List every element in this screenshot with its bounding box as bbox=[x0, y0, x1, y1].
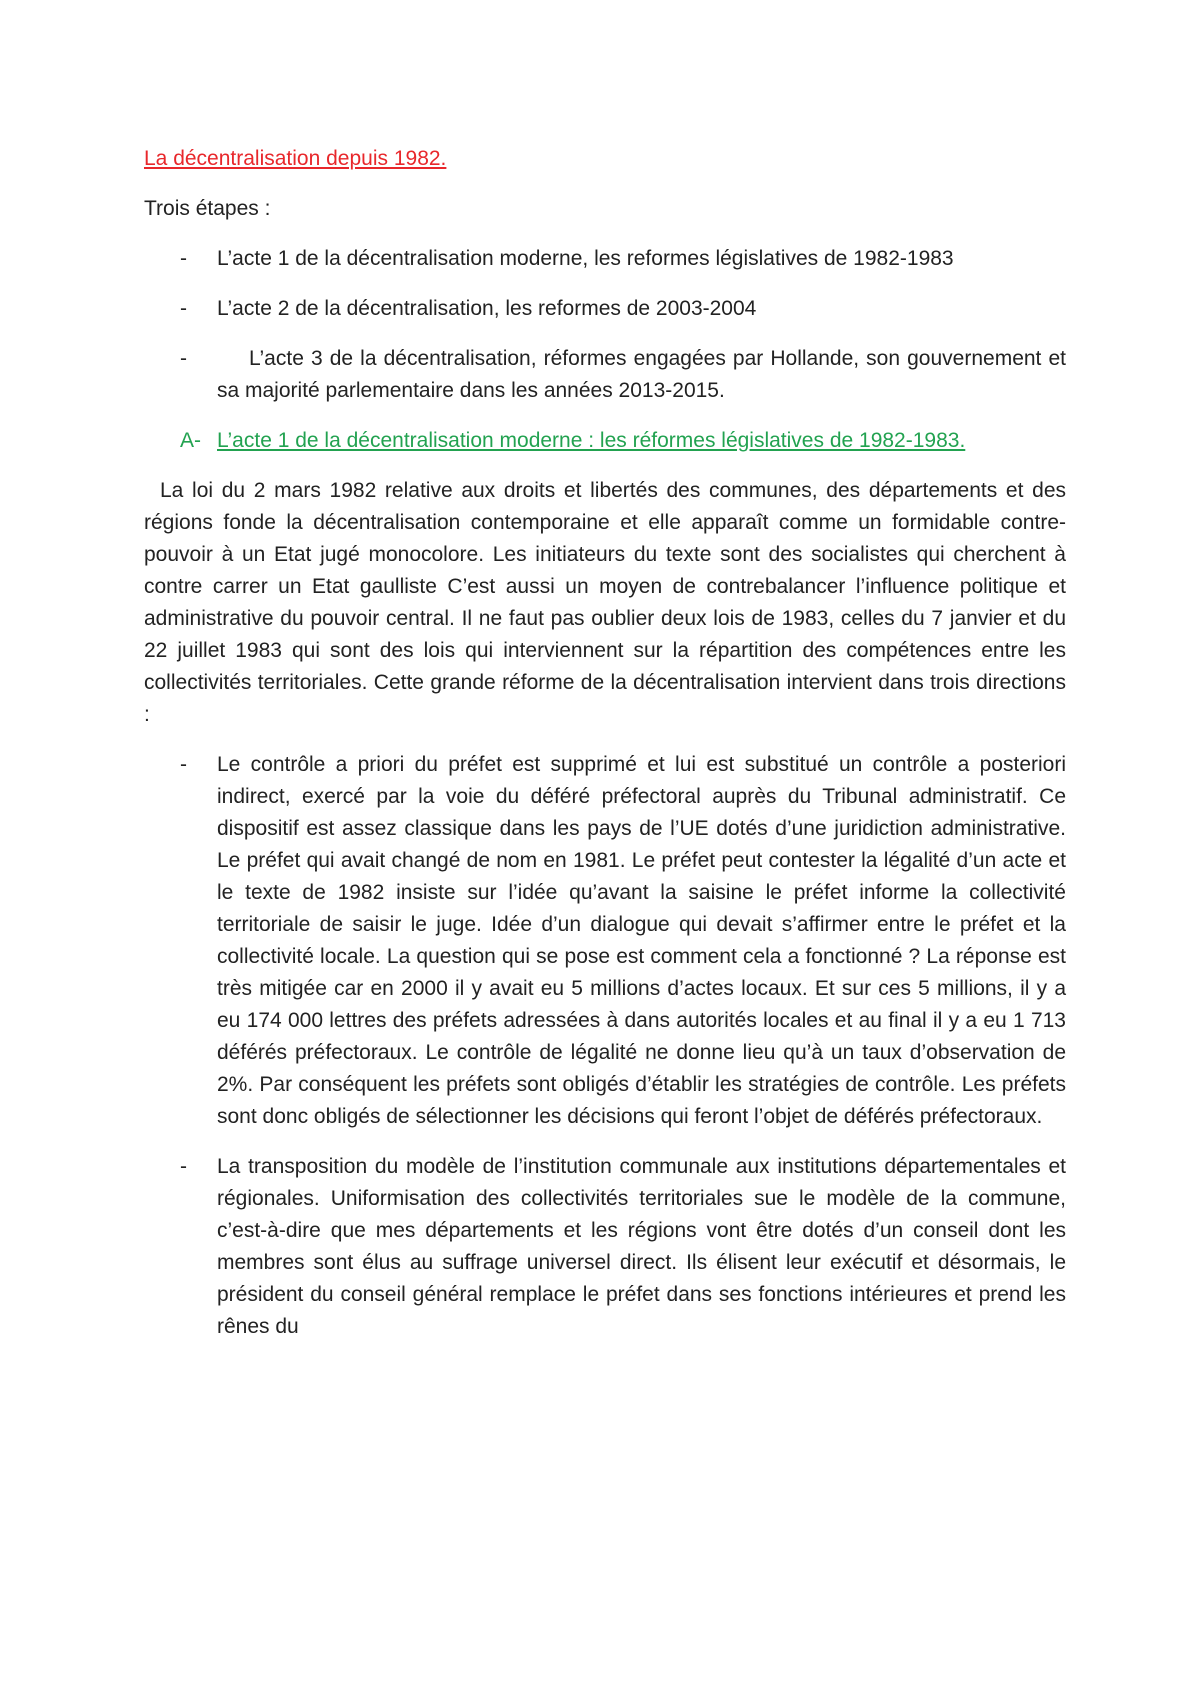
list-dash: - bbox=[180, 1155, 187, 1178]
list-item bbox=[144, 749, 1066, 1133]
stage-text: L’acte 3 de la décentralisation, réformes engagées par Hollande, son gouvernement et sa majorité parlementaire dans les années 2013-2015. bbox=[217, 347, 1066, 402]
list-dash: - bbox=[180, 347, 187, 370]
document-content bbox=[144, 143, 1066, 1361]
direction-text: La transposition du modèle de l’institution communale aux institutions départementales et régionales. Uniformisation des collectivités territoriales sue le modèle de la commune, c’est-à-dire que mes départements et les régions vont être dotés d’un conseil dont les membres sont élus au suffrage universel direct. Ils élisent leur exécutif et désormais, le président du conseil général remplace le préfet dans ses fonctions intérieures et prend les rênes du bbox=[217, 1155, 1066, 1338]
list-dash: - bbox=[180, 753, 187, 776]
list-dash: - bbox=[180, 297, 187, 320]
stages-list bbox=[144, 243, 1066, 407]
section-a-heading bbox=[144, 425, 1066, 457]
stage-text: L’acte 2 de la décentralisation, les reformes de 2003-2004 bbox=[217, 297, 757, 320]
stage-text: L’acte 1 de la décentralisation moderne, les reformes législatives de 1982-1983 bbox=[217, 247, 954, 270]
body-paragraph: La loi du 2 mars 1982 relative aux droits et libertés des communes, des départements et des régions fonde la décentralisation contemporaine et elle apparaît comme un formidable contre-pouvoir à un Etat jugé monocolore. Les initiateurs du texte sont des socialistes qui cherchent à contre carrer un Etat gaulliste C’est aussi un moyen de contrebalancer l’influence politique et administrative du pouvoir central. Il ne faut pas oublier deux lois de 1983, celles du 7 janvier et du 22 juillet 1983 qui sont des lois qui interviennent sur la répartition des compétences entre les collectivités territoriales. Cette grande réforme de la décentralisation intervient dans trois directions : bbox=[144, 479, 1066, 726]
section-heading-text: L’acte 1 de la décentralisation moderne : les réformes législatives de 1982-1983. bbox=[217, 429, 966, 452]
section-marker: A- bbox=[180, 429, 201, 452]
document-title: La décentralisation depuis 1982. bbox=[144, 147, 447, 170]
list-item bbox=[144, 243, 1066, 275]
direction-text: Le contrôle a priori du préfet est supprimé et lui est substitué un contrôle a posteriori indirect, exercé par la voie du déféré préfectoral auprès du Tribunal administratif. Ce dispositif est assez classique dans les pays de l’UE dotés d’une juridiction administrative. Le préfet qui avait changé de nom en 1981. Le préfet peut contester la légalité d’un acte et le texte de 1982 insiste sur l’idée qu’avant la saisine le préfet informe la collectivité territoriale de saisir le juge. Idée d’un dialogue qui devait s’affirmer entre le préfet et la collectivité locale. La question qui se pose est comment cela a fonctionné ? La réponse est très mitigée car en 2000 il y avait eu 5 millions d’actes locaux. Et sur ces 5 millions, il y a eu 174 000 lettres des préfets adressées à dans autorités locales et au final il y a eu 1 713 déférés préfectoraux. Le contrôle de légalité ne donne lieu qu’à un taux d’observation de 2%. Par conséquent les préfets sont obligés d’établir les stratégies de contrôle. Les préfets sont donc obligés de sélectionner les décisions qui feront l’objet de déférés préfectoraux. bbox=[217, 753, 1066, 1128]
intro-text: Trois étapes : bbox=[144, 197, 271, 220]
directions-list bbox=[144, 749, 1066, 1343]
list-item bbox=[144, 343, 1066, 407]
list-dash: - bbox=[180, 247, 187, 270]
list-item bbox=[144, 1151, 1066, 1343]
list-item bbox=[144, 293, 1066, 325]
